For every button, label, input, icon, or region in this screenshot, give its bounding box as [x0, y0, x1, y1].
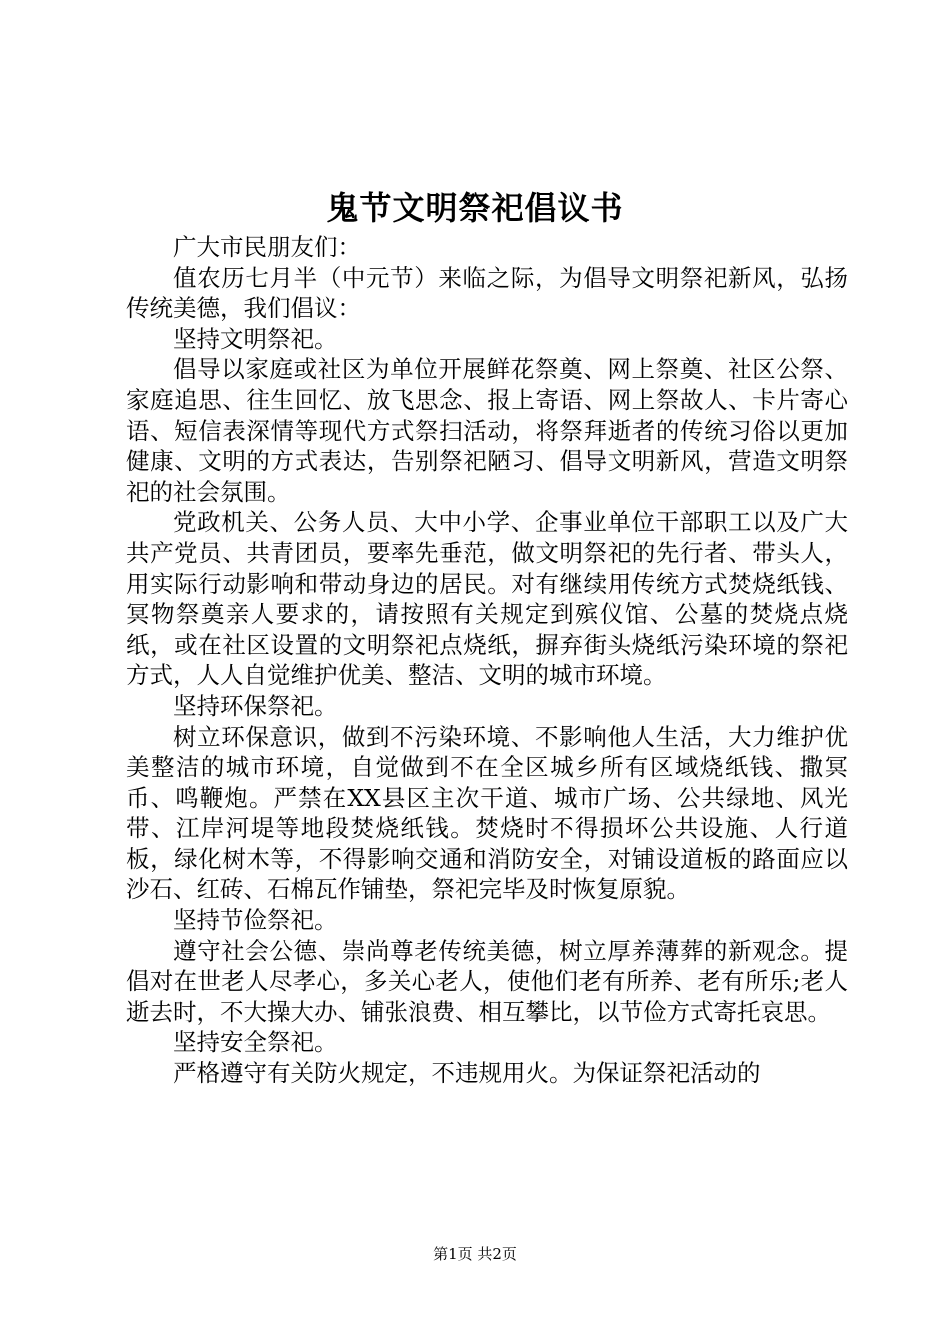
paragraph-safety: 严格遵守有关防火规定，不违规用火。为保证祭祀活动的: [173, 1059, 761, 1088]
document-title: 鬼节文明祭祀倡议书: [326, 189, 624, 227]
paragraph-civilized-2: 党政机关、公务人员、大中小学、企事业单位干部职工以及广大共产党员、共青团员，要率先垂范，做文明祭祀的先行者、带头人，用实际行动影响和带动身边的居民。对有继续用传统方式焚烧纸钱、冥物祭奠亲人要求的，请按照有关规定到殡仪馆、公墓的焚烧点烧纸，或在社区设置的文明祭祀点烧纸，摒弃街头烧纸污染环境的祭祀方式，人人自觉维护优美、整洁、文明的城市环境。: [126, 508, 848, 690]
paragraph-intro: 值农历七月半（中元节）来临之际，为倡导文明祭祀新风，弘扬传统美德，我们倡议：: [126, 263, 848, 323]
paragraph-environmental: 树立环保意识，做到不污染环境、不影响他人生活，大力维护优美整洁的城市环境，自觉做到不在全区城乡所有区域烧纸钱、撒冥币、鸣鞭炮。严禁在XX县区主次干道、城市广场、公共绿地、风光带、江岸河堤等地段焚烧纸钱。焚烧时不得损坏公共设施、人行道板，绿化树木等，不得影响交通和消防安全，对铺设道板的路面应以沙石、红砖、石棉瓦作铺垫，祭祀完毕及时恢复原貌。: [126, 722, 848, 904]
paragraph-civilized-1: 倡导以家庭或社区为单位开展鲜花祭奠、网上祭奠、社区公祭、家庭追思、往生回忆、放飞思念、报上寄语、网上祭故人、卡片寄心语、短信表深情等现代方式祭扫活动，将祭拜逝者的传统习俗以更加健康、文明的方式表达，告别祭祀陋习、倡导文明新风，营造文明祭祀的社会氛围。: [126, 355, 848, 506]
section-heading-environmental: 坚持环保祭祀。: [173, 691, 338, 720]
page-footer: 第1页 共2页: [433, 1245, 517, 1263]
paragraph-frugal: 遵守社会公德、崇尚尊老传统美德，树立厚养薄葬的新观念。提倡对在世老人尽孝心，多关心老人，使他们老有所养、老有所乐;老人逝去时，不大操大办、铺张浪费、相互攀比，以节俭方式寄托哀思。: [126, 936, 848, 1026]
section-heading-civilized: 坚持文明祭祀。: [173, 324, 338, 353]
section-heading-frugal: 坚持节俭祭祀。: [173, 906, 338, 935]
document-body: [126, 232, 848, 1089]
salutation: 广大市民朋友们：: [173, 233, 361, 261]
section-heading-safety: 坚持安全祭祀。: [173, 1028, 338, 1057]
